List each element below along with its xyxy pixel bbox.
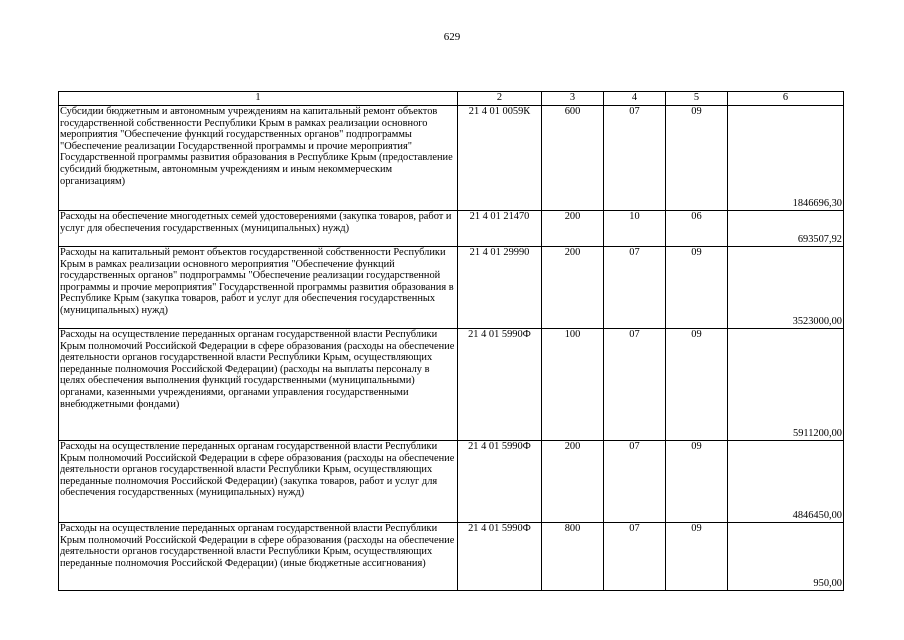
section-cell: 07 [604, 523, 666, 591]
table-row [59, 441, 844, 523]
code-cell: 21 4 01 5990Ф [458, 329, 542, 441]
table-row [59, 523, 844, 591]
column-header: 5 [666, 92, 728, 106]
expense-type-cell: 100 [542, 329, 604, 441]
code-cell: 21 4 01 0059К [458, 106, 542, 211]
amount-cell: 3523000,00 [728, 247, 844, 329]
table-header-row [59, 92, 844, 106]
subsection-cell: 09 [666, 106, 728, 211]
expense-type-cell: 800 [542, 523, 604, 591]
amount-cell: 4846450,00 [728, 441, 844, 523]
table-row [59, 329, 844, 441]
description-cell: Расходы на осуществление переданных органам государственной власти Республики Крым полномочий Российской Федерации в сфере образования (расходы на обеспечение деятельности органов государственной власти Республики Крым, осуществляющих переданные полномочия Российской Федерации) (расходы на выплаты персоналу в целях обеспечения выполнения функций государственными (муниципальными) органами, казенными учреждениями, органами управления государственными внебюджетными фондами) [59, 329, 458, 441]
section-cell: 07 [604, 441, 666, 523]
section-cell: 07 [604, 106, 666, 211]
code-cell: 21 4 01 21470 [458, 211, 542, 247]
section-cell: 10 [604, 211, 666, 247]
budget-table [58, 91, 844, 591]
column-header: 4 [604, 92, 666, 106]
amount-cell: 693507,92 [728, 211, 844, 247]
subsection-cell: 09 [666, 523, 728, 591]
subsection-cell: 09 [666, 329, 728, 441]
table-row [59, 106, 844, 211]
description-cell: Субсидии бюджетным и автономным учреждениям на капитальный ремонт объектов государственной собственности Республики Крым в рамках реализации основного мероприятия "Обеспечение функций государственных органов" подпрограммы "Обеспечение реализации Государственной программы и прочие мероприятия" Государственной программы развития образования в Республике Крым (предоставление субсидий бюджетным, автономным учреждениям и иным некоммерческим организациям) [59, 106, 458, 211]
column-header: 3 [542, 92, 604, 106]
page-number: 629 [443, 31, 461, 43]
column-header: 6 [728, 92, 844, 106]
code-cell: 21 4 01 5990Ф [458, 441, 542, 523]
expense-type-cell: 200 [542, 211, 604, 247]
table-row [59, 211, 844, 247]
amount-cell: 5911200,00 [728, 329, 844, 441]
description-cell: Расходы на обеспечение многодетных семей удостоверениями (закупка товаров, работ и услуг для обеспечения государственных (муниципальных) нужд) [59, 211, 458, 247]
description-cell: Расходы на капитальный ремонт объектов государственной собственности Республики Крым в рамках реализации основного мероприятия "Обеспечение функций государственных органов" подпрограммы "Обеспечение реализации государственной программы и прочие мероприятия" Государственной программы развития образования в Республике Крым (закупка товаров, работ и услуг для обеспечения государственных (муниципальных) нужд) [59, 247, 458, 329]
section-cell: 07 [604, 247, 666, 329]
section-cell: 07 [604, 329, 666, 441]
subsection-cell: 09 [666, 247, 728, 329]
description-cell: Расходы на осуществление переданных органам государственной власти Республики Крым полномочий Российской Федерации в сфере образования (расходы на обеспечение деятельности органов государственной власти Республики Крым, осуществляющих переданные полномочия Российской Федерации) (закупка товаров, работ и услуг для обеспечения государственных (муниципальных) нужд) [59, 441, 458, 523]
subsection-cell: 09 [666, 441, 728, 523]
amount-cell: 950,00 [728, 523, 844, 591]
column-header: 2 [458, 92, 542, 106]
amount-cell: 1846696,30 [728, 106, 844, 211]
subsection-cell: 06 [666, 211, 728, 247]
expense-type-cell: 200 [542, 247, 604, 329]
table-row [59, 247, 844, 329]
expense-type-cell: 200 [542, 441, 604, 523]
column-header: 1 [59, 92, 458, 106]
description-cell: Расходы на осуществление переданных органам государственной власти Республики Крым полномочий Российской Федерации в сфере образования (расходы на обеспечение деятельности органов государственной власти Республики Крым, осуществляющих переданные полномочия Российской Федерации) (иные бюджетные ассигнования) [59, 523, 458, 591]
expense-type-cell: 600 [542, 106, 604, 211]
code-cell: 21 4 01 29990 [458, 247, 542, 329]
code-cell: 21 4 01 5990Ф [458, 523, 542, 591]
